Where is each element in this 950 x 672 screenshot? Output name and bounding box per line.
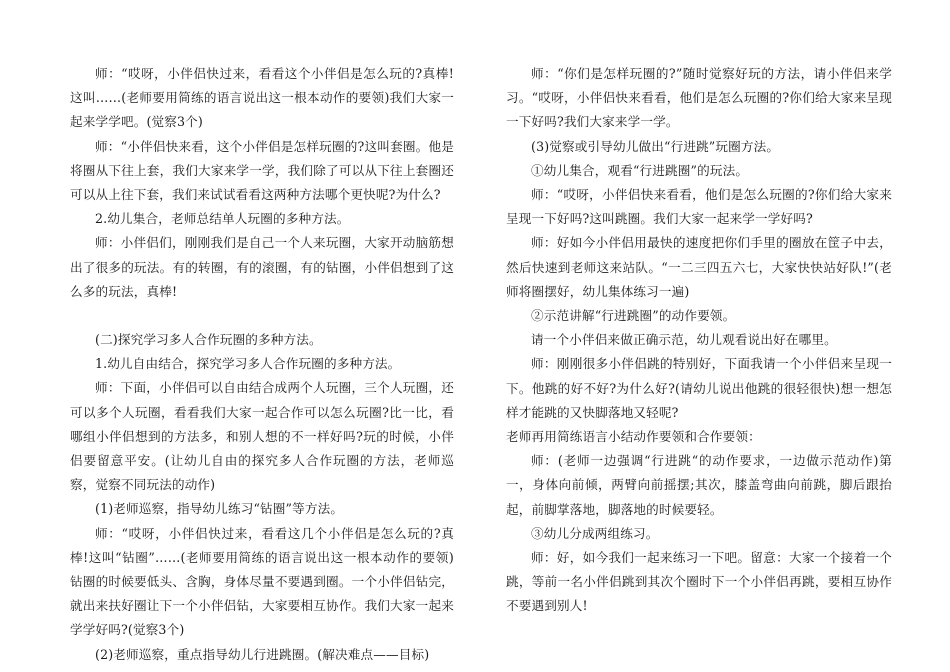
paragraph: 请一个小伴侣来做正确示范，幼儿观看说出好在哪里。 [531, 332, 837, 348]
paragraph: 师：“小伴侣快来看，这个小伴侣是怎样玩圈的?这叫套圈。他是将圈从下往上套，我们大家来学一学，我们除了可以从下往上套圈还可以从上往下套，我们来试试看看这两种方法哪个更快呢?为什么? [70, 138, 454, 203]
paragraph: 师：“哎呀，小伴侣快来看看，他们是怎么玩圈的?你们给大家来呈现一下好吗?这叫跳圈。我们大家一起来学一学好吗? [506, 187, 892, 227]
paragraph: 师：好，如今我们一起来练习一下吧。留意：大家一个接着一个跳，等前一名小伴侣跳到其次个圈时下一个小伴侣再跳，要相互协作不要遇到别人! [506, 550, 892, 614]
section-heading: (二)探究学习多人合作玩圈的多种方法。 [95, 332, 322, 348]
paragraph: 师：“哎呀，小伴侣快过来，看看这几个小伴侣是怎么玩的?真棒!这叫“钻圈”……(老师要用简练的语言说出这一根本动作的要领)钻圈的时候要低头、含胸，身体尽量不要遇到圈。一个小伴侣钻完，就出来扶好圈让下一个小伴侣钻，大家要相互协作。我们大家一起来学学好吗?(觉察3个) [70, 525, 454, 638]
paragraph: 师：“你们是怎样玩圈的?”随时觉察好玩的方法，请小伴侣来学习。“哎呀，小伴侣快来看看，他们是怎么玩圈的?你们给大家来呈现一下好吗?我们大家来学一学。 [506, 66, 892, 130]
paragraph: 师：刚刚很多小伴侣跳的特别好，下面我请一个小伴侣来呈现一下。他跳的好不好?为什么好?(请幼儿说出他跳的很轻很快)想一想怎样才能跳的又快脚落地又轻呢? [506, 356, 892, 420]
paragraph: (2)老师巡察，重点指导幼儿行进跳圈。(解决难点——目标) [95, 646, 430, 662]
paragraph: 师：下面，小伴侣可以自由结合成两个人玩圈，三个人玩圈，还可以多个人玩圈，看看我们大家一起合作可以怎么玩圈?比一比，看哪组小伴侣想到的方法多，和别人想的不一样好吗?玩的时候，小伴侣要留意平安。(让幼儿自由的探究多人合作玩圈的方法，老师巡察，觉察不同玩法的动作) [70, 380, 454, 493]
paragraph: 师：“哎呀，小伴侣快过来，看看这个小伴侣是怎么玩的?真棒!这叫……(老师要用简练的语言说出这一根本动作的要领)我们大家一起来学学吧。(觉察3个) [70, 66, 454, 130]
left-column [70, 62, 454, 667]
paragraph: 师：小伴侣们，刚刚我们是自己一个人来玩圈，大家开动脑筋想出了很多的玩法。有的转圈，有的滚圈，有的钻圈，小伴侣想到了这么多的玩法，真棒! [70, 235, 454, 299]
paragraph: 师：(老师一边强调“行进跳“的动作要求，一边做示范动作)第一，身体向前倾，两臂向前摇摆;其次，膝盖弯曲向前跳，脚后跟抬起，前脚掌落地，脚落地的时候要轻。 [506, 453, 892, 517]
paragraph: 师：好如今小伴侣用最快的速度把你们手里的圈放在筐子中去，然后快速到老师这来站队。“一二三四五六七，大家快快站好队!”(老师将圈摆好，幼儿集体练习一遍) [506, 235, 892, 299]
paragraph: 1.幼儿自由结合，探究学习多人合作玩圈的多种方法。 [95, 356, 401, 372]
paragraph: ③幼儿分成两组练习。 [531, 525, 659, 541]
paragraph: 2.幼儿集合，老师总结单人玩圈的多种方法。 [95, 211, 350, 227]
paragraph: ②示范讲解“行进跳圈”的动作要领。 [531, 308, 736, 324]
paragraph: (1)老师巡察，指导幼儿练习“钻圈”等方法。 [95, 501, 344, 517]
paragraph: 老师再用简练语言小结动作要领和合作要领： [506, 429, 761, 445]
paragraph: (3)觉察或引导幼儿做出“行进跳”玩圈方法。 [531, 138, 780, 154]
right-column [506, 62, 892, 619]
paragraph: ①幼儿集合，观看“行进跳圈”的玩法。 [531, 162, 749, 178]
